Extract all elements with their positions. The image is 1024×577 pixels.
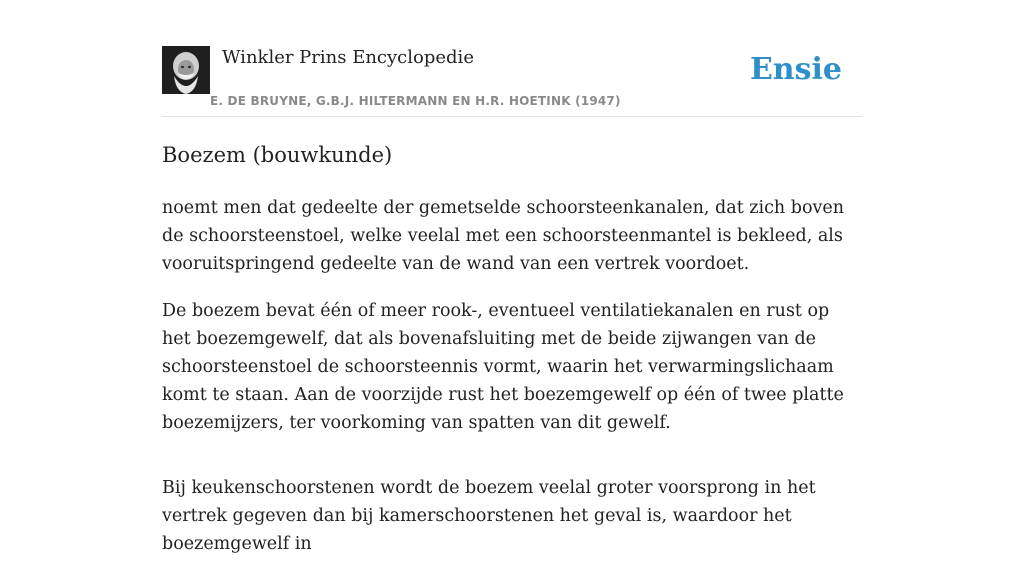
source-title[interactable]: Winkler Prins Encyclopedie bbox=[222, 47, 474, 68]
source-header bbox=[162, 46, 862, 117]
author-portrait-icon bbox=[162, 46, 210, 94]
article bbox=[162, 140, 862, 577]
article-paragraph: De boezem bevat één of meer rook-, eventueel ventilatiekanalen en rust op het boezemgewelf, dat als bovenafsluiting met de beide zijwangen van de schoorsteenstoel de schoorsteennis vormt, waarin het verwarmingslichaam komt te staan. Aan de voorzijde rust het boezemgewelf op één of twee platte boezemijzers, ter voorkoming van spatten van dit gewelf. bbox=[162, 301, 844, 433]
source-authors: E. DE BRUYNE, G.B.J. HILTERMANN EN H.R. HOETINK (1947) bbox=[210, 94, 621, 108]
ensie-logo-link[interactable]: Ensie bbox=[749, 52, 842, 87]
article-body bbox=[162, 194, 862, 558]
article-paragraph: noemt men dat gedeelte der gemetselde schoorsteenkanalen, dat zich boven de schoorsteenstoel, welke veelal met een schoorsteenmantel is bekleed, als vooruitspringend gedeelte van de wand van een vertrek voordoet. bbox=[162, 198, 844, 274]
article-title: Boezem (bouwkunde) bbox=[162, 143, 393, 167]
article-paragraph: Bij keukenschoorstenen wordt de boezem veelal groter voorsprong in het vertrek gegeven dan bij kamerschoorstenen het geval is, waardoor het boezemgewelf in bbox=[162, 478, 816, 554]
